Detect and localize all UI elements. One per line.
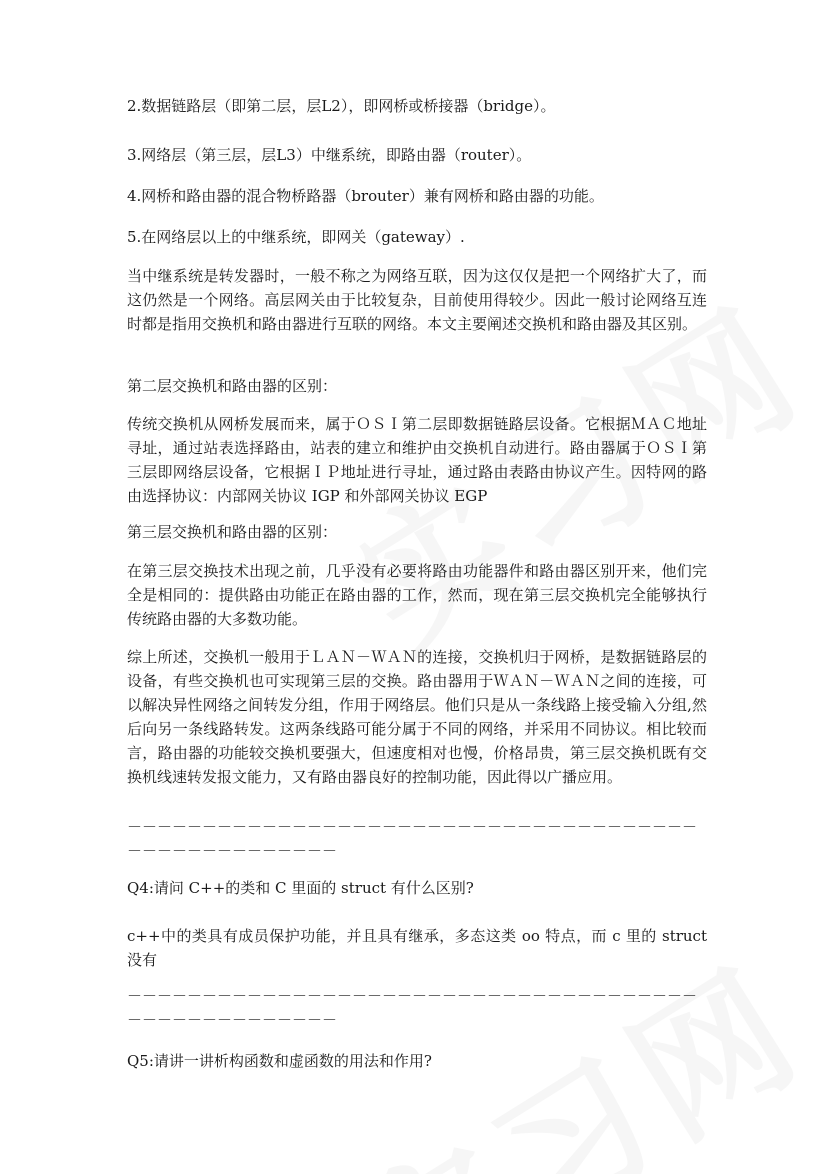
question-q4: Q4:请问 C++的类和 C 里面的 struct 有什么区别? <box>127 879 474 897</box>
paragraph-data-link-layer: 2.数据链路层（即第二层，层L2），即网桥或桥接器（bridge）。 <box>127 97 556 115</box>
answer-q4: c++中的类具有成员保护功能，并且具有继承，多态这类 oo 特点，而 c 里的 struct 没有 <box>127 927 712 969</box>
separator-line: －－－－－－－－－－－－－－ <box>127 1011 338 1029</box>
heading-layer3-vs-router: 第三层交换机和路由器的区别： <box>127 523 338 541</box>
paragraph-brouter: 4.网桥和路由器的混合物桥路器（brouter）兼有网桥和路由器的功能。 <box>127 187 604 205</box>
paragraph-layer3-switching: 在第三层交换技术出现之前，几乎没有必要将路由功能器件和路由器区别开来，他们完全是相同的：提供路由功能正在路由器的工作，然而，现在第三层交换机完全能够执行传统路由器的大多数功能。 <box>127 562 707 628</box>
paragraph-gateway: 5.在网络层以上的中继系统，即网关（gateway）. <box>127 228 465 246</box>
paragraph-traditional-switch: 传统交换机从网桥发展而来，属于ＯＳＩ第二层即数据链路层设备。它根据ＭＡＣ地址寻址，通过站表选择路由，站表的建立和维护由交换机自动进行。路由器属于ＯＳＩ第三层即网络层设备，它根据ＩＰ地址进行寻址，通过路由表路由协议产生。因特网的路由选择协议：内部网关协议 IGP 和外部网关协议 EGP <box>127 415 707 505</box>
separator-line: －－－－－－－－－－－－－－－－－－－－－－－－－－－－－－－－－－－－－－ <box>127 987 698 1005</box>
heading-layer2-vs-router: 第二层交换机和路由器的区别： <box>127 377 338 395</box>
paragraph-network-layer: 3.网络层（第三层，层L3）中继系统，即路由器（router）。 <box>127 146 532 164</box>
paragraph-relay-system-intro: 当中继系统是转发器时，一般不称之为网络互联，因为这仅仅是把一个网络扩大了，而这仍然是一个网络。高层网关由于比较复杂，目前使用得较少。因此一般讨论网络互连时都是指用交换机和路由器进行互联的网络。本文主要阐述交换机和路由器及其区别。 <box>127 267 707 333</box>
separator-line: －－－－－－－－－－－－－－ <box>127 842 338 860</box>
question-q5: Q5:请讲一讲析构函数和虚函数的用法和作用? <box>127 1052 432 1070</box>
separator-line: －－－－－－－－－－－－－－－－－－－－－－－－－－－－－－－－－－－－－－ <box>127 818 698 836</box>
paragraph-summary: 综上所述，交换机一般用于ＬＡＮ－ＷＡＮ的连接，交换机归于网桥，是数据链路层的设备，有些交换机也可实现第三层的交换。路由器用于ＷＡＮ－ＷＡＮ之间的连接，可以解决异性网络之间转发分组，作用于网络层。他们只是从一条线路上接受输入分组,然后向另一条线路转发。这两条线路可能分属于不同的网络，并采用不同协议。相比较而言，路由器的功能较交换机要强大，但速度相对也慢，价格昂贵，第三层交换机既有交换机线速转发报文能力，又有路由器良好的控制功能，因此得以广播应用。 <box>127 648 707 786</box>
